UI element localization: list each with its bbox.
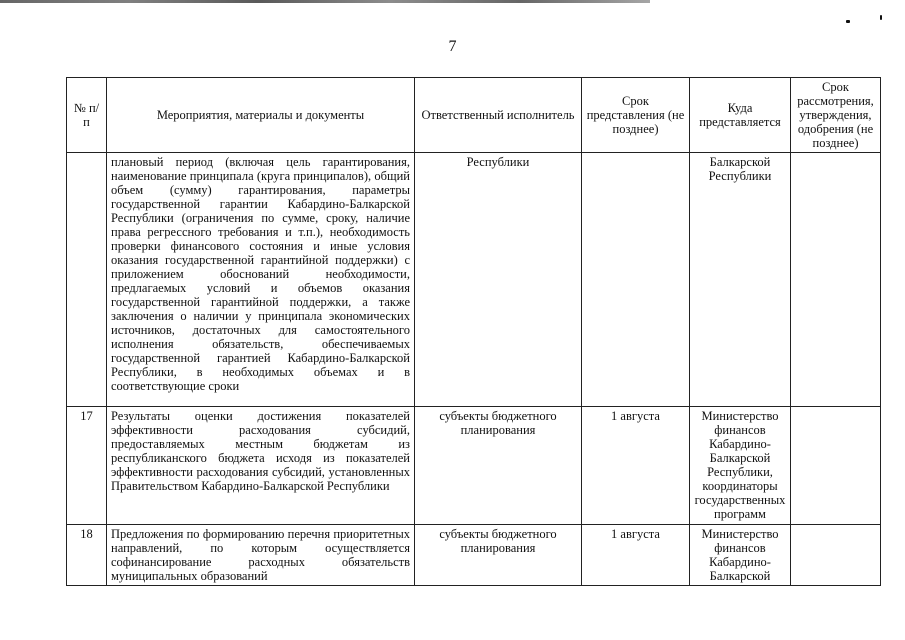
header-responsible: Ответственный исполнитель [415, 78, 582, 153]
header-review: Срок рассмотрения, утверждения, одобрения (не позднее) [791, 78, 881, 153]
row-deadline: 1 августа [582, 407, 690, 525]
page-number: 7 [448, 38, 457, 55]
row-num [67, 153, 107, 407]
row-destination: Министерство финансов Кабардино-Балкарской Республики, координаторы государственных программ [690, 407, 791, 525]
scan-artifact-speck [846, 20, 850, 23]
row-review [791, 407, 881, 525]
row-review [791, 525, 881, 586]
header-activities: Мероприятия, материалы и документы [107, 78, 415, 153]
row-destination: Министерство финансов Кабардино-Балкарской [690, 525, 791, 586]
header-destination: Куда представляется [690, 78, 791, 153]
row-deadline: 1 августа [582, 525, 690, 586]
header-num: № п/п [67, 78, 107, 153]
scan-artifact-speck [880, 15, 882, 20]
row-activities: Результаты оценки достижения показателей эффективности расходования субсидий, предоставляемых местным бюджетам из республиканского бюджета исходя из показателей эффективности расходования субсидий, установленных Правительством Кабардино-Балкарской Республики [107, 407, 415, 525]
table-row [67, 407, 881, 525]
table-row [67, 525, 881, 586]
row-responsible: Республики [415, 153, 582, 407]
row-activities: Предложения по формированию перечня приоритетных направлений, по которым осуществляется софинансирование расходных обязательств муниципальных образований [107, 525, 415, 586]
row-responsible: субъекты бюджетного планирования [415, 525, 582, 586]
table-header-row [67, 78, 881, 153]
header-deadline: Срок представления (не позднее) [582, 78, 690, 153]
row-destination: Балкарской Республики [690, 153, 791, 407]
table-row [67, 153, 881, 407]
row-num: 17 [67, 407, 107, 525]
schedule-table [66, 77, 881, 586]
row-num: 18 [67, 525, 107, 586]
row-activities: плановый период (включая цель гарантирования, наименование принципала (круга принципалов), общий объем (сумму) гарантирования, параметры государственной гарантии Кабардино-Балкарской Республики (ограничения по сумме, сроку, наличие права регрессного требования и т.п.), необходимость проверки финансового состояния и иные условия оказания государственной гарантийной поддержки) с приложением обоснований необходимости, предлагаемых условий и объемов оказания государственной гарантийной поддержки, а также заключения о наличии у принципала экономических источников, достаточных для самостоятельного исполнения обязательств, обеспечиваемых государственной гарантией Кабардино-Балкарской Республики, в необходимых объемах и в соответствующие сроки [107, 153, 415, 407]
row-review [791, 153, 881, 407]
row-deadline [582, 153, 690, 407]
row-responsible: субъекты бюджетного планирования [415, 407, 582, 525]
scan-artifact-top-border [0, 0, 650, 3]
